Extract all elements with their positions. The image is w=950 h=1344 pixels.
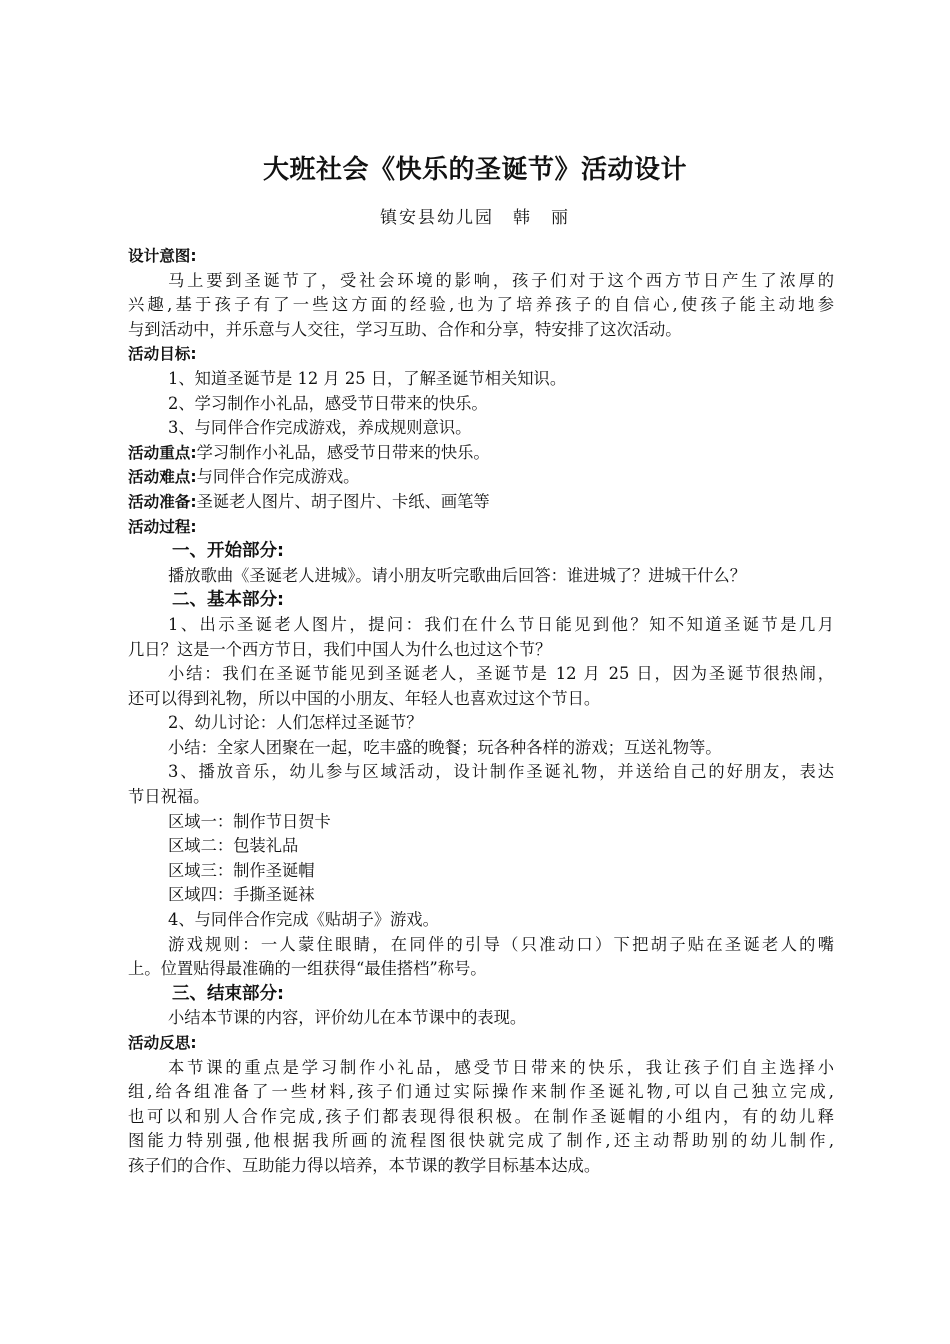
difficulty-text: 与同伴合作完成游戏。	[196, 467, 360, 487]
goal-item: 2、学习制作小礼品，感受节日带来的快乐。	[168, 393, 488, 413]
difficulty-row	[128, 465, 834, 490]
part2-line: 1、出示圣诞老人图片，提问：我们在什么节日能见到他？知不知道圣诞节是几月	[168, 614, 834, 634]
goal-item: 1、知道圣诞节是 12 月 25 日，了解圣诞节相关知识。	[168, 368, 567, 388]
design-intent-line: 与到活动中，并乐意与人交往，学习互助、合作和分享，特安排了这次活动。	[128, 319, 682, 339]
part2-line: 4、与同伴合作完成《贴胡子》游戏。	[168, 910, 439, 930]
part2-line: 几日？这是一个西方节日，我们中国人为什么也过这个节？	[128, 639, 552, 659]
difficulty-label: 活动难点:	[128, 468, 197, 487]
part1-heading: 一、开始部分:	[172, 541, 284, 562]
area-item: 区域三：制作圣诞帽	[168, 860, 315, 880]
process-label: 活动过程:	[128, 517, 197, 536]
part2-line: 上。位置贴得最准确的一组获得“最佳搭档”称号。	[128, 959, 487, 979]
part1-line: 播放歌曲《圣诞老人进城》。请小朋友听完歌曲后回答：谁进城了？进城干什么？	[168, 565, 746, 585]
area-item: 区域二：包装礼品	[168, 836, 299, 856]
reflection-line: 也可以和别人合作完成,孩子们都表现得很积极。在制作圣诞帽的小组内，有的幼儿释	[128, 1106, 834, 1126]
part2-line: 节日祝福。	[128, 787, 210, 807]
goal-item: 3、与同伴合作完成游戏，养成规则意识。	[168, 418, 472, 438]
prep-text: 圣诞老人图片、胡子图片、卡纸、画笔等	[196, 491, 490, 511]
part2-line: 小结：我们在圣诞节能见到圣诞老人，圣诞节是 12 月 25 日，因为圣诞节很热闹，	[168, 664, 834, 684]
focus-label: 活动重点:	[128, 443, 197, 462]
area-item: 区域四：手撕圣诞袜	[168, 885, 315, 905]
focus-text: 学习制作小礼品，感受节日带来的快乐。	[196, 442, 490, 462]
part2-line: 还可以得到礼物，所以中国的小朋友、年轻人也喜欢过这个节日。	[128, 688, 601, 708]
part2-line: 3、播放音乐，幼儿参与区域活动，设计制作圣诞礼物，并送给自己的好朋友，表达	[168, 762, 834, 782]
prep-row	[128, 490, 834, 515]
design-intent-line: 兴趣,基于孩子有了一些这方面的经验,也为了培养孩子的自信心,使孩子能主动地参	[128, 295, 834, 315]
reflection-label: 活动反思:	[128, 1034, 197, 1052]
goals-label: 活动目标:	[128, 345, 197, 364]
reflection-line: 图能力特别强,他根据我所画的流程图很快就完成了制作,还主动帮助别的幼儿制作,	[128, 1131, 834, 1151]
reflection-line: 组,给各组准备了一些材料,孩子们通过实际操作来制作圣诞礼物,可以自己独立完成,	[128, 1082, 834, 1102]
design-intent-line: 马上要到圣诞节了，受社会环境的影响，孩子们对于这个西方节日产生了浓厚的	[168, 270, 834, 290]
focus-row	[128, 441, 834, 466]
prep-label: 活动准备:	[128, 492, 197, 511]
part3-line: 小结本节课的内容，评价幼儿在本节课中的表现。	[168, 1008, 527, 1028]
document-title: 大班社会《快乐的圣诞节》活动设计	[262, 155, 687, 185]
document-body	[128, 244, 834, 1179]
area-item: 区域一：制作节日贺卡	[168, 811, 331, 831]
reflection-line: 孩子们的合作、互助能力得以培养，本节课的教学目标基本达成。	[128, 1155, 601, 1175]
part3-heading: 三、结束部分:	[172, 983, 284, 1004]
part2-line: 2、幼儿讨论：人们怎样过圣诞节？	[168, 713, 423, 733]
design-intent-label: 设计意图:	[128, 247, 197, 265]
part2-heading: 二、基本部分:	[172, 590, 284, 611]
reflection-line: 本节课的重点是学习制作小礼品，感受节日带来的快乐，我让孩子们自主选择小	[168, 1057, 834, 1077]
author-line: 镇安县幼儿园 韩 丽	[380, 208, 570, 228]
part2-line: 小结：全家人团聚在一起，吃丰盛的晚餐；玩各种各样的游戏；互送礼物等。	[168, 737, 722, 757]
part2-line: 游戏规则：一人蒙住眼睛，在同伴的引导（只准动口）下把胡子贴在圣诞老人的嘴	[168, 934, 834, 954]
